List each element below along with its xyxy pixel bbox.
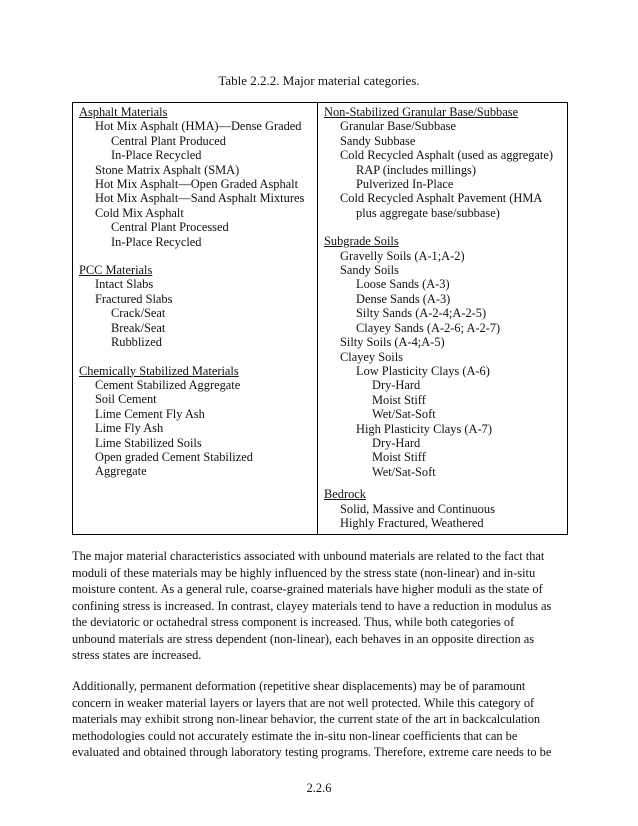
category-item: Moist Stiff	[372, 392, 426, 407]
category-item: Lime Fly Ash	[95, 421, 164, 436]
category-item: Rubblized	[111, 335, 162, 350]
category-item: Dry-Hard	[372, 435, 421, 450]
category-item: Granular Base/Subbase	[340, 119, 456, 134]
category-item: Loose Sands (A-3)	[356, 277, 450, 292]
category-item: Cold Mix Asphalt	[95, 205, 184, 220]
category-item: In-Place Recycled	[111, 148, 202, 163]
category-item: Crack/Seat	[111, 306, 166, 321]
section-spacer	[324, 479, 561, 487]
paragraph-line: unbound materials are stress dependent (non-linear), each behaves in an opposite direction as	[72, 631, 535, 646]
category-item: Hot Mix Asphalt—Sand Asphalt Mixtures	[95, 191, 305, 206]
category-item: Wet/Sat-Soft	[372, 464, 436, 479]
section-spacer	[79, 350, 311, 364]
category-item: Break/Seat	[111, 320, 166, 335]
paragraph-line: confining stress is increased. In contrast, clayey materials tend to have a reduction in modulus as	[72, 598, 552, 613]
category-item: Clayey Soils	[340, 349, 403, 364]
paragraph-line: moduli of these materials may be highly influenced by the stress state (non-linear) and in-situ	[72, 565, 536, 580]
category-item: Intact Slabs	[95, 277, 154, 292]
category-item: Soil Cement	[95, 392, 157, 407]
paragraph-line: the deviatoric or octahedral stress component is increased. Thus, while both categories of	[72, 615, 515, 629]
category-item: Silty Sands (A-2-4;A-2-5)	[356, 306, 487, 321]
category-item: High Plasticity Clays (A-7)	[356, 421, 492, 436]
category-item: Highly Fractured, Weathered	[340, 515, 484, 530]
paragraph-unbound-materials	[72, 548, 568, 664]
section-heading: Asphalt Materials	[79, 105, 168, 119]
category-item: Open graded Cement Stabilized	[95, 449, 253, 464]
category-item: Silty Soils (A-4;A-5)	[340, 335, 445, 350]
table-caption: Table 2.2.2. Major material categories.	[218, 73, 420, 88]
category-item: Dry-Hard	[372, 378, 421, 393]
category-item: In-Place Recycled	[111, 234, 202, 249]
category-item: Pulverized In-Place	[356, 177, 454, 192]
section-heading: Chemically Stabilized Materials	[79, 363, 239, 378]
category-item: Clayey Sands (A-2-6; A-2-7)	[356, 320, 501, 335]
category-item: Aggregate	[95, 464, 147, 479]
section-heading: Non-Stabilized Granular Base/Subbase	[324, 105, 519, 119]
section-spacer	[324, 220, 561, 234]
category-item: Low Plasticity Clays (A-6)	[356, 363, 490, 378]
paragraph-line: moisture content. As a general rule, coarse-grained materials have higher moduli as the state of	[72, 582, 543, 596]
page-number: 2.2.6	[306, 781, 332, 795]
paragraph-line: The major material characteristics associated with unbound materials are related to the fact that	[72, 549, 545, 563]
category-item: Lime Cement Fly Ash	[95, 406, 205, 421]
paragraph-line: concern in weaker material layers or layers that are not well protected. While this category of	[72, 695, 535, 710]
category-item: Cement Stabilized Aggregate	[95, 377, 241, 392]
category-item: Stone Matrix Asphalt (SMA)	[95, 162, 240, 177]
section-spacer	[79, 249, 311, 263]
section-heading: PCC Materials	[79, 263, 153, 278]
category-item: Hot Mix Asphalt—Open Graded Asphalt	[95, 177, 299, 192]
category-item: Cold Recycled Asphalt Pavement (HMA	[340, 191, 543, 206]
category-item: Central Plant Produced	[111, 133, 226, 148]
paragraph-line: evaluated and obtained through laboratory testing programs. Therefore, extreme care needs to be	[72, 745, 552, 759]
category-item: Moist Stiff	[372, 450, 426, 465]
category-item: Cold Recycled Asphalt (used as aggregate)	[340, 148, 553, 163]
paragraph-permanent-deformation	[72, 678, 568, 761]
category-item: Central Plant Processed	[111, 220, 229, 235]
category-item: plus aggregate base/subbase)	[356, 205, 500, 220]
material-categories-table	[72, 102, 568, 535]
category-item: Lime Stabilized Soils	[95, 435, 202, 450]
right-column	[318, 103, 568, 535]
category-item: Dense Sands (A-3)	[356, 291, 451, 306]
category-item: Sandy Subbase	[340, 133, 416, 148]
category-item: Gravelly Soils (A-1;A-2)	[340, 248, 465, 263]
paragraph-line: stress states are increased.	[72, 648, 202, 662]
category-item: Sandy Soils	[340, 263, 399, 278]
category-item: RAP (includes millings)	[356, 162, 477, 177]
paragraph-line: methodologies could not accurately estimate the in-situ non-linear coefficients that can be	[72, 728, 518, 743]
category-item: Fractured Slabs	[95, 291, 173, 306]
paragraph-line: materials may exhibit strong non-linear behavior, the current state of the art in backcalculation	[72, 712, 541, 726]
category-item: Wet/Sat-Soft	[372, 407, 436, 422]
section-heading: Subgrade Soils	[324, 234, 399, 249]
category-item: Hot Mix Asphalt (HMA)—Dense Graded	[95, 119, 302, 134]
left-column	[73, 103, 318, 535]
section-heading: Bedrock	[324, 487, 366, 502]
paragraph-line: Additionally, permanent deformation (repetitive shear displacements) may be of paramount	[72, 679, 526, 693]
category-item: Solid, Massive and Continuous	[340, 501, 495, 516]
